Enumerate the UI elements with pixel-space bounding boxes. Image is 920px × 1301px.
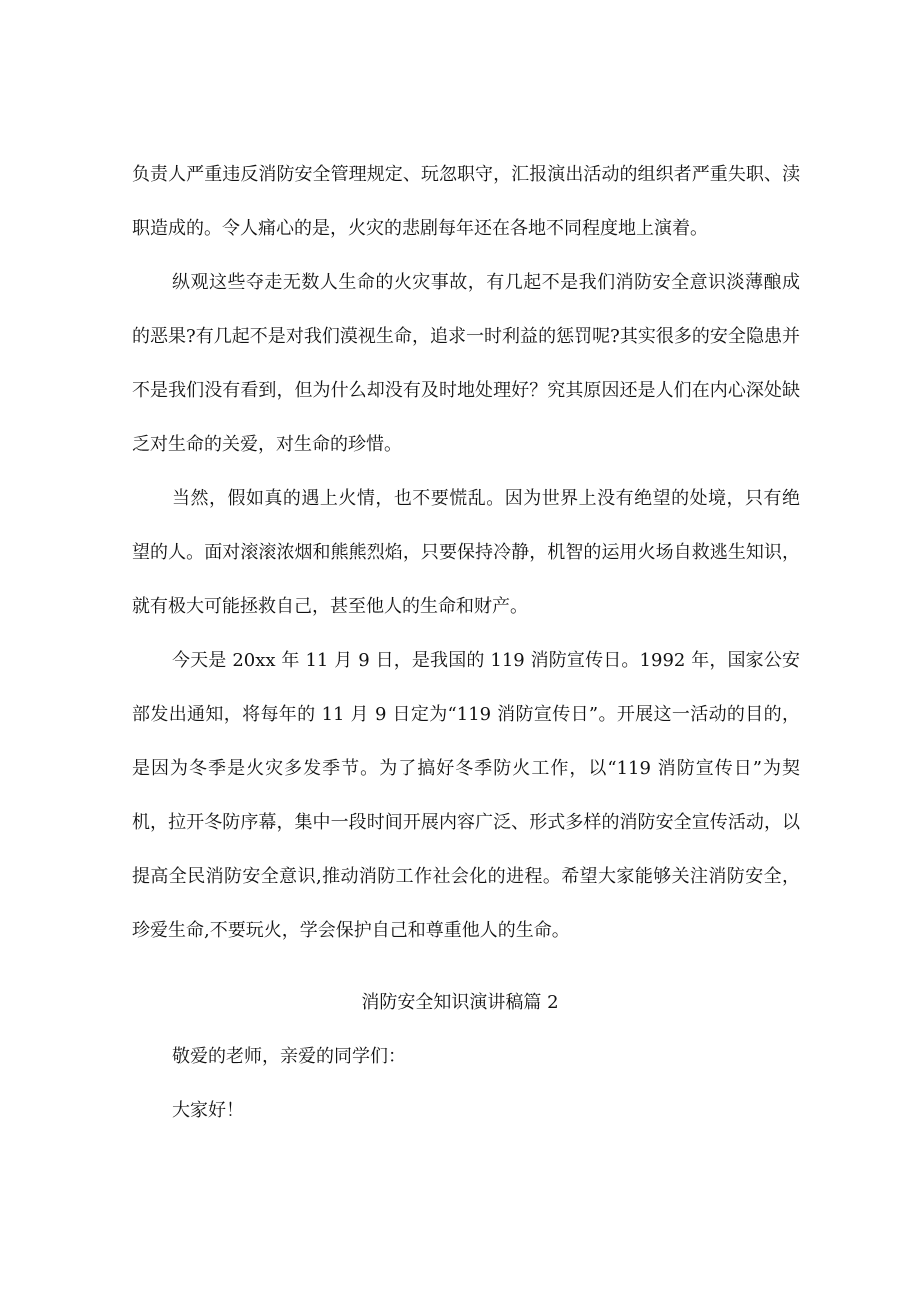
paragraph-119-day: 今天是 20xx 年 11 月 9 日，是我国的 119 消防宣传日。1992 年，国家公安部发出通知，将每年的 11 月 9 日定为“119 消防宣传日”。开展这一活动的目的，是因为冬季是火灾多发季节。为了搞好冬季防火工作，以“119 消防宣传日”为契机，拉开冬防序幕，集中一段时间开展内容广泛、形式多样的消防安全宣传活动，以提高全民消防安全意识,推动消防工作社会化的进程。希望大家能够关注消防安全，珍爱生命,不要玩火，学会保护自己和尊重他人的生命。 (132, 650, 800, 941)
paragraph-continued: 负责人严重违反消防安全管理规定、玩忽职守，汇报演出活动的组织者严重失职、渎职造成的。令人痛心的是，火灾的悲剧每年还在各地不同程度地上演着。 (132, 164, 800, 239)
paragraph-fire-accidents: 纵观这些夺走无数人生命的火灾事故，有几起不是我们消防安全意识淡薄酿成的恶果?有几起不是对我们漠视生命，追求一时利益的惩罚呢?其实很多的安全隐患并不是我们没有看到，但为什么却没有及时地处理好？究其原因还是人们在内心深处缺乏对生命的关爱，对生命的珍惜。 (132, 272, 800, 455)
salutation: 敬爱的老师，亲爱的同学们： (172, 1046, 406, 1067)
greeting: 大家好！ (172, 1100, 244, 1121)
paragraph-stay-calm: 当然，假如真的遇上火情，也不要慌乱。因为世界上没有绝望的处境，只有绝望的人。面对滚滚浓烟和熊熊烈焰，只要保持冷静，机智的运用火场自救逃生知识，就有极大可能拯救自己，甚至他人的生命和财产。 (132, 488, 800, 617)
section-heading: 消防安全知识演讲稿篇 2 (361, 992, 559, 1013)
